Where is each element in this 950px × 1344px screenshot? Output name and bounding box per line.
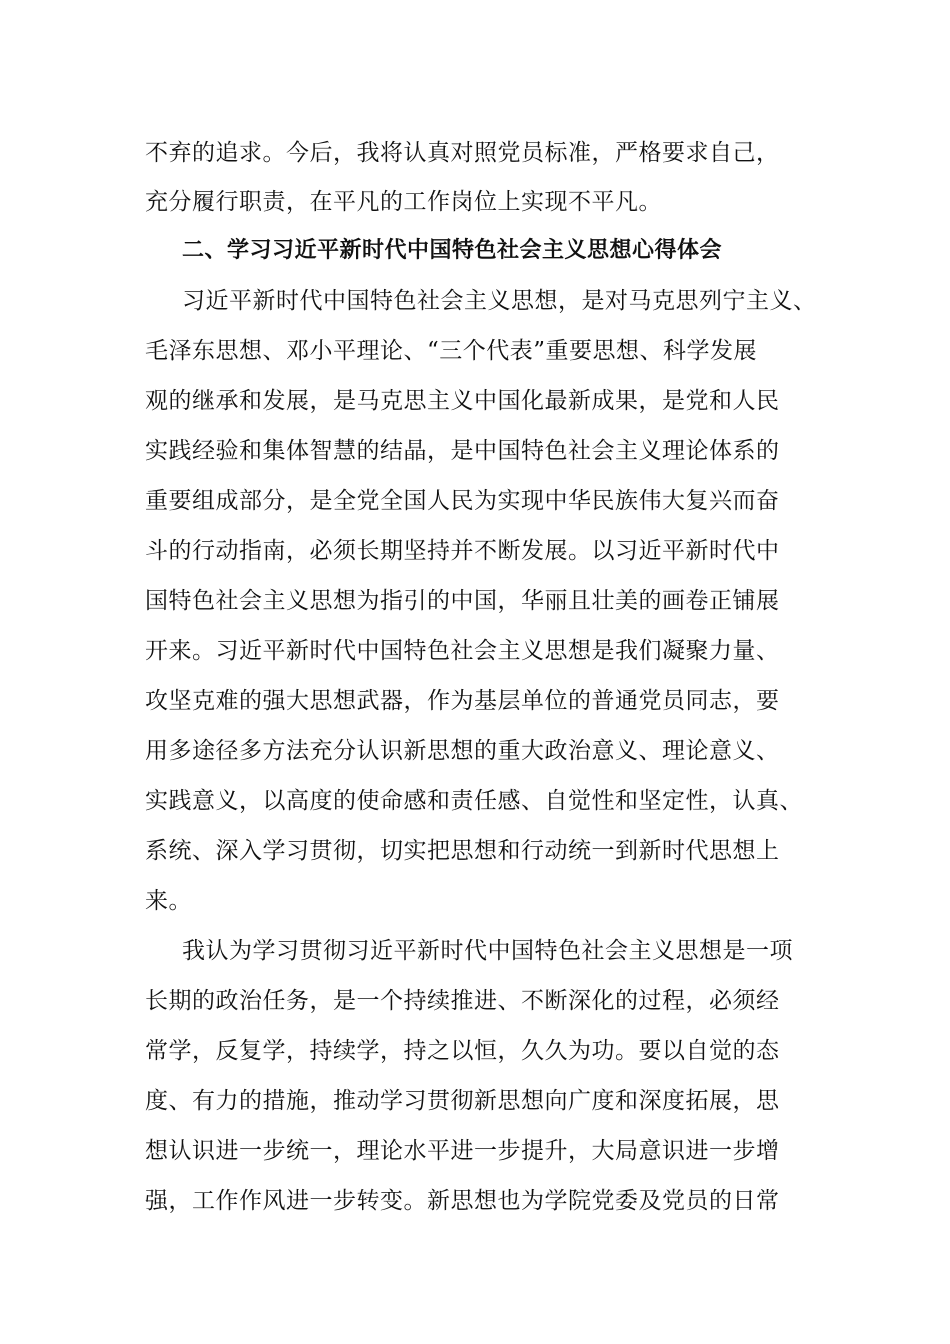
paragraph-line: 长期的政治任务，是一个持续推进、不断深化的过程，必须经 bbox=[145, 988, 780, 1014]
paragraph-line: 开来。习近平新时代中国特色社会主义思想是我们凝聚力量、 bbox=[145, 638, 780, 664]
paragraph-line: 强，工作作风进一步转变。新思想也为学院党委及党员的日常 bbox=[145, 1188, 780, 1214]
paragraph-line: 常学，反复学，持续学，持之以恒，久久为功。要以自觉的态 bbox=[145, 1038, 780, 1064]
paragraph-line: 想认识进一步统一，理论水平进一步提升，大局意识进一步增 bbox=[145, 1138, 780, 1164]
paragraph-line: 斗的行动指南，必须长期坚持并不断发展。以习近平新时代中 bbox=[145, 538, 780, 564]
paragraph-line: 观的继承和发展，是马克思主义中国化最新成果，是党和人民 bbox=[145, 388, 780, 414]
paragraph-line: 用多途径多方法充分认识新思想的重大政治意义、理论意义、 bbox=[145, 738, 780, 764]
paragraph-line: 毛泽东思想、邓小平理论、“三个代表”重要思想、科学发展 bbox=[145, 338, 758, 364]
paragraph-line: 重要组成部分，是全党全国人民为实现中华民族伟大复兴而奋 bbox=[145, 488, 780, 514]
paragraph-line: 我认为学习贯彻习近平新时代中国特色社会主义思想是一项 bbox=[182, 938, 793, 964]
paragraph-line: 攻坚克难的强大思想武器，作为基层单位的普通党员同志，要 bbox=[145, 688, 780, 714]
paragraph-line: 实践意义，以高度的使命感和责任感、自觉性和坚定性，认真、 bbox=[145, 788, 803, 814]
paragraph-line: 实践经验和集体智慧的结晶，是中国特色社会主义理论体系的 bbox=[145, 438, 780, 464]
paragraph-line: 系统、深入学习贯彻，切实把思想和行动统一到新时代思想上 bbox=[145, 838, 780, 864]
paragraph-line: 不弃的追求。今后，我将认真对照党员标准，严格要求自己， bbox=[145, 140, 780, 166]
paragraph-line: 度、有力的措施，推动学习贯彻新思想向广度和深度拓展，思 bbox=[145, 1088, 780, 1114]
paragraph-line: 习近平新时代中国特色社会主义思想，是对马克思列宁主义、 bbox=[182, 288, 817, 314]
paragraph-line: 来。 bbox=[145, 888, 192, 914]
paragraph-line: 充分履行职责，在平凡的工作岗位上实现不平凡。 bbox=[145, 189, 662, 215]
section-heading: 二、学习习近平新时代中国特色社会主义思想心得体会 bbox=[182, 238, 723, 263]
paragraph-line: 国特色社会主义思想为指引的中国，华丽且壮美的画卷正铺展 bbox=[145, 588, 780, 614]
